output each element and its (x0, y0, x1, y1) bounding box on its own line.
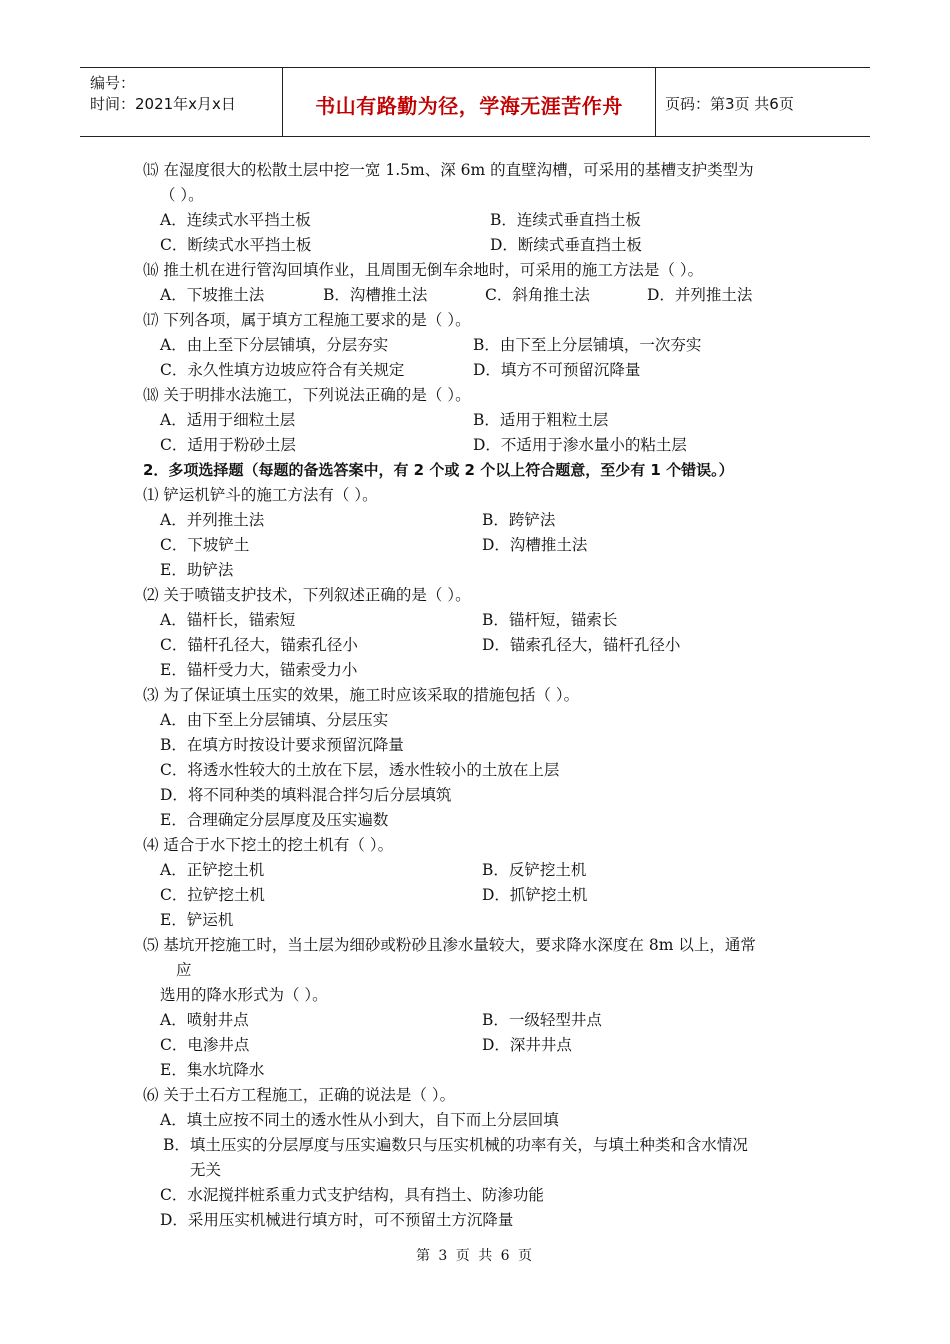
document-time: 时间：2021年x月x日 (90, 95, 236, 113)
option-text: C．电渗井点 (160, 1036, 250, 1054)
question-text: ⒅ 关于明排水法施工，下列说法正确的是（ ）。 (143, 386, 471, 404)
option-text: D．填方不可预留沉降量 (473, 361, 641, 379)
option-text: A．并列推土法 (160, 511, 265, 529)
option-text: E．铲运机 (160, 911, 234, 929)
question-text: ⒄ 下列各项，属于填方工程施工要求的是（ ）。 (143, 311, 471, 329)
option-text: 无关 (190, 1161, 222, 1179)
option-text: C．断续式水平挡土板 (160, 236, 312, 254)
header-info-cell (80, 68, 282, 136)
option-text: A．由上至下分层铺填，分层夯实 (160, 336, 389, 354)
option-text: B．跨铲法 (482, 511, 556, 529)
option-text: C．下坡铲土 (160, 536, 250, 554)
option-text: A．连续式水平挡土板 (160, 211, 311, 229)
option-text: D．沟槽推土法 (482, 536, 588, 554)
option-text: E．合理确定分层厚度及压实遍数 (160, 811, 389, 829)
option-text: D．抓铲挖土机 (482, 886, 588, 904)
question-text: ⒂ 在湿度很大的松散土层中挖一宽 1.5m、深 6m 的直壁沟槽，可采用的基槽支护类型为 (143, 161, 754, 179)
option-text: D．锚索孔径大，锚杆孔径小 (482, 636, 681, 654)
question-text: ⑵ 关于喷锚支护技术，下列叙述正确的是（ ）。 (143, 586, 471, 604)
question-text: ⑷ 适合于水下挖土的挖土机有（ ）。 (143, 836, 394, 854)
option-text: B．连续式垂直挡土板 (490, 211, 641, 229)
option-text: D．深井井点 (482, 1036, 572, 1054)
option-text: D．采用压实机械进行填方时，可不预留土方沉降量 (160, 1211, 514, 1229)
option-text: B．反铲挖土机 (482, 861, 587, 879)
option-text: A．喷射井点 (160, 1011, 249, 1029)
question-text: ⑴ 铲运机铲斗的施工方法有（ ）。 (143, 486, 378, 504)
option-text: A．由下至上分层铺填、分层压实 (160, 711, 389, 729)
option-text: B．沟槽推土法 (323, 286, 428, 304)
option-text: C．永久性填方边坡应符合有关规定 (160, 361, 405, 379)
option-text: C．斜角推土法 (485, 286, 590, 304)
option-text: C．水泥搅拌桩系重力式支护结构，具有挡土、防渗功能 (160, 1186, 544, 1204)
question-text: （ ）。 (160, 186, 204, 204)
option-text: A．填土应按不同土的透水性从小到大，自下而上分层回填 (160, 1111, 559, 1129)
option-text: E．锚杆受力大，锚索受力小 (160, 661, 358, 679)
option-text: E．集水坑降水 (160, 1061, 265, 1079)
option-text: B．由下至上分层铺填，一次夯实 (473, 336, 702, 354)
header-motto-cell (282, 68, 656, 136)
question-text: ⑸ 基坑开挖施工时，当土层为细砂或粉砂且渗水量较大，要求降水深度在 8m 以上，通常 (143, 936, 756, 954)
option-text: B．锚杆短，锚索长 (482, 611, 618, 629)
question-text: 选用的降水形式为（ ）。 (160, 986, 328, 1004)
option-text: D．不适用于渗水量小的粘土层 (473, 436, 687, 454)
question-text: ⑶ 为了保证填土压实的效果，施工时应该采取的措施包括（ ）。 (143, 686, 580, 704)
page-header (80, 67, 870, 137)
page-number: 页码：第3页 共6页 (665, 95, 794, 113)
option-text: B．适用于粗粒土层 (473, 411, 609, 429)
option-text: B．在填方时按设计要求预留沉降量 (160, 736, 404, 754)
option-text: A．下坡推土法 (160, 286, 265, 304)
option-text: B．填土压实的分层厚度与压实遍数只与压实机械的功率有关，与填土种类和含水情况 (163, 1136, 748, 1154)
option-text: D．并列推土法 (647, 286, 753, 304)
option-text: D．断续式垂直挡土板 (490, 236, 642, 254)
question-text: ⒃ 推土机在进行管沟回填作业，且周围无倒车余地时，可采用的施工方法是（ ）。 (143, 261, 704, 279)
option-text: C．锚杆孔径大，锚索孔径小 (160, 636, 358, 654)
option-text: C．将透水性较大的土放在下层，透水性较小的土放在上层 (160, 761, 560, 779)
document-number: 编号： (90, 74, 136, 92)
header-page-cell (655, 68, 870, 136)
option-text: C．拉铲挖土机 (160, 886, 265, 904)
option-text: E．助铲法 (160, 561, 234, 579)
question-text: 应 (176, 961, 192, 979)
option-text: D．将不同种类的填料混合拌匀后分层填筑 (160, 786, 452, 804)
option-text: A．适用于细粒土层 (160, 411, 296, 429)
question-text: ⑹ 关于土石方工程施工，正确的说法是（ ）。 (143, 1086, 456, 1104)
option-text: A．锚杆长，锚索短 (160, 611, 296, 629)
motto: 书山有路勤为径，学海无涯苦作舟 (315, 94, 623, 118)
section-heading: 2．多项选择题（每题的备选答案中，有 2 个或 2 个以上符合题意，至少有 1 个错误。） (143, 461, 734, 479)
option-text: C．适用于粉砂土层 (160, 436, 296, 454)
page-footer: 第 3 页 共 6 页 (415, 1248, 535, 1264)
option-text: B．一级轻型井点 (482, 1011, 602, 1029)
option-text: A．正铲挖土机 (160, 861, 265, 879)
